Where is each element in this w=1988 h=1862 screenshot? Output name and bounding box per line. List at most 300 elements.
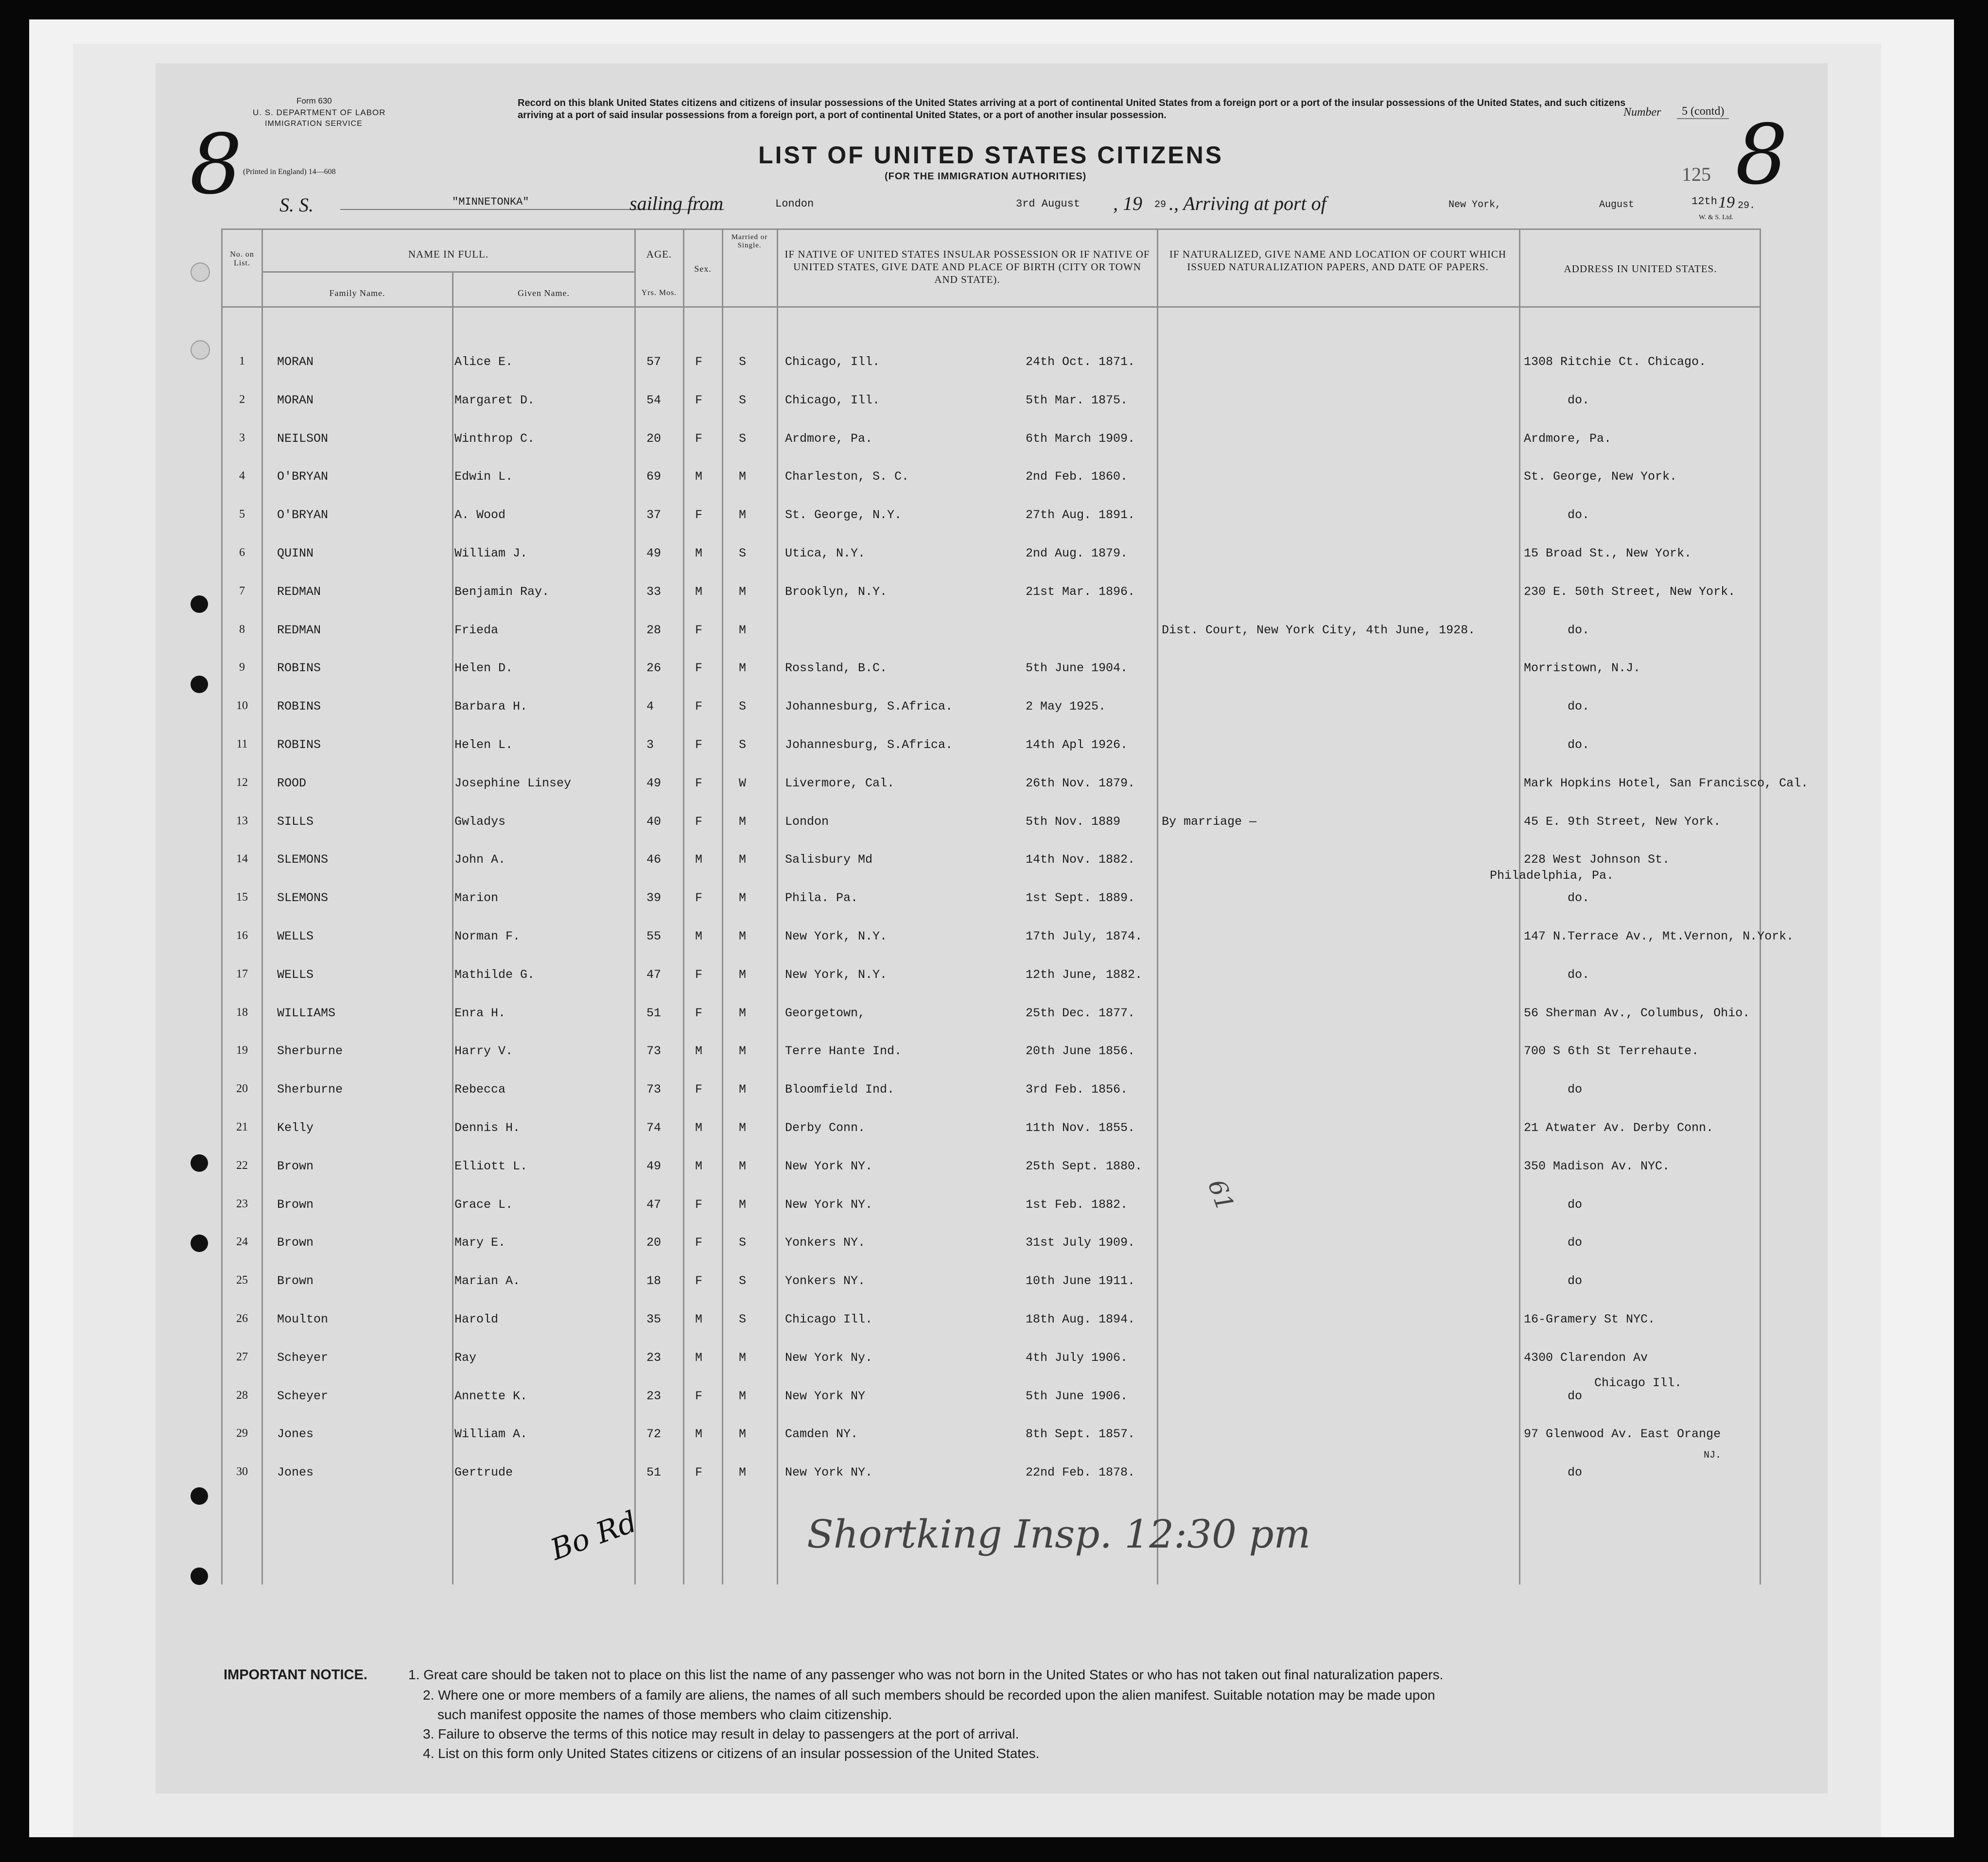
given-name: Mathilde G. <box>454 968 535 982</box>
age: 3 <box>646 738 654 752</box>
age: 49 <box>646 546 662 560</box>
address: do <box>1568 1274 1583 1288</box>
row-number: 26 <box>236 1312 248 1325</box>
family-name: Jones <box>277 1465 314 1479</box>
family-name: Kelly <box>277 1121 314 1135</box>
marital-status: S <box>739 1274 747 1288</box>
birth-date: 2nd Aug. 1879. <box>1026 546 1128 560</box>
row-number: 16 <box>236 929 248 942</box>
marital-status: M <box>739 661 747 675</box>
birth-place: New York, N.Y. <box>785 929 888 943</box>
address: do. <box>1568 699 1590 713</box>
given-name: Helen D. <box>454 661 513 675</box>
row-number: 3 <box>239 432 245 444</box>
family-name: O'BRYAN <box>277 470 329 484</box>
birth-place: Phila. Pa. <box>785 891 858 905</box>
birth-place: Chicago, Ill. <box>785 355 880 369</box>
given-name: Gertrude <box>454 1465 513 1479</box>
age: 23 <box>646 1389 662 1403</box>
address: do. <box>1568 891 1590 905</box>
family-name: Sherburne <box>277 1044 343 1058</box>
row-number: 7 <box>239 585 245 597</box>
family-name: WELLS <box>277 929 314 943</box>
birth-place: Livermore, Cal. <box>785 776 895 790</box>
age: 39 <box>646 891 662 905</box>
age: 72 <box>646 1427 662 1441</box>
age: 73 <box>646 1082 662 1096</box>
birth-date: 22nd Feb. 1878. <box>1026 1465 1135 1479</box>
family-name: Brown <box>277 1236 314 1250</box>
birth-date: 1st Feb. 1882. <box>1026 1198 1128 1212</box>
address: 147 N.Terrace Av., Mt.Vernon, N.York. <box>1524 929 1794 943</box>
row-number: 6 <box>239 546 245 559</box>
given-name: Ray <box>454 1351 477 1365</box>
given-name: Grace L. <box>454 1198 513 1212</box>
family-name: O'BRYAN <box>277 508 329 522</box>
address: do <box>1568 1198 1583 1212</box>
address: St. George, New York. <box>1524 470 1677 484</box>
birth-date: 5th June 1906. <box>1026 1389 1128 1403</box>
birth-place: Rossland, B.C. <box>785 661 888 675</box>
marital-status: M <box>739 815 747 829</box>
arrival-month: August <box>1599 199 1635 210</box>
hand-number-right: 8 <box>1735 107 1788 203</box>
birth-place: St. George, N.Y. <box>785 508 902 522</box>
age: 33 <box>646 585 662 599</box>
marital-status: S <box>739 699 747 713</box>
row-number: 2 <box>239 393 245 406</box>
marital-status: M <box>739 470 747 484</box>
sex: F <box>695 393 703 407</box>
number-value: 5 (contd) <box>1677 105 1729 119</box>
birth-date: 25th Sept. 1880. <box>1026 1159 1143 1173</box>
row-number: 29 <box>236 1427 248 1440</box>
birth-date: 27th Aug. 1891. <box>1026 508 1135 522</box>
given-name: Barbara H. <box>454 699 528 713</box>
sex: M <box>695 853 703 867</box>
family-name: QUINN <box>277 546 314 560</box>
given-name: William J. <box>454 546 528 560</box>
printer-mark: W. & S. Ltd. <box>1699 214 1734 221</box>
header-address: ADDRESS IN UNITED STATES. <box>1564 263 1717 275</box>
marital-status: M <box>739 1006 747 1020</box>
family-name: NEILSON <box>277 432 329 446</box>
age: 4 <box>646 699 654 713</box>
sail-year: 29 <box>1154 199 1167 210</box>
birth-date: 20th June 1856. <box>1026 1044 1135 1058</box>
year-label: , 19 <box>1113 192 1142 214</box>
birth-date: 26th Nov. 1879. <box>1026 776 1135 790</box>
birth-place: Bloomfield Ind. <box>785 1082 895 1096</box>
family-name: WILLIAMS <box>277 1006 336 1020</box>
row-number: 20 <box>236 1082 248 1095</box>
punch-hole <box>191 262 210 282</box>
address: 97 Glenwood Av. East Orange <box>1524 1427 1721 1441</box>
birth-place: Derby Conn. <box>785 1121 866 1135</box>
address: 4300 Clarendon Av <box>1524 1351 1648 1365</box>
sailing-label: sailing from <box>629 192 723 214</box>
age: 73 <box>646 1044 662 1058</box>
header-married: Married or Single. <box>731 233 768 249</box>
sex: F <box>695 1465 703 1479</box>
given-name: A. Wood <box>454 508 506 522</box>
marital-status: M <box>739 1389 747 1403</box>
marital-status: M <box>739 1159 747 1173</box>
family-name: SILLS <box>277 815 314 829</box>
header-given: Given Name. <box>518 288 570 298</box>
header-yrs: Yrs. Mos. <box>641 289 677 297</box>
marital-status: S <box>739 355 747 369</box>
birth-place: New York Ny. <box>785 1351 873 1365</box>
age: 20 <box>646 1236 662 1250</box>
sex: F <box>695 508 703 522</box>
row-number: 30 <box>236 1465 248 1478</box>
punch-hole <box>191 676 208 693</box>
sex: M <box>695 929 703 943</box>
header-naturalized: IF NATURALIZED, GIVE NAME AND LOCATION OF COURT WHICH ISSUED NATURALIZATION PAPERS, AND DATE OF PAPERS. <box>1169 248 1507 273</box>
naturalization: Dist. Court, New York City, 4th June, 1928. <box>1162 623 1476 637</box>
sex: F <box>695 355 703 369</box>
addr-extra-row27: Chicago Ill. <box>1594 1376 1682 1390</box>
birth-date: 25th Dec. 1877. <box>1026 1006 1135 1020</box>
given-name: Helen L. <box>454 738 513 752</box>
header-sex: Sex. <box>694 264 712 274</box>
sex: F <box>695 661 703 675</box>
marital-status: M <box>739 1198 747 1212</box>
sex: F <box>695 1274 703 1288</box>
age: 23 <box>646 1351 662 1365</box>
family-name: Brown <box>277 1159 314 1173</box>
age: 57 <box>646 355 662 369</box>
address: 15 Broad St., New York. <box>1524 546 1692 560</box>
age: 54 <box>646 393 662 407</box>
birth-place: Terre Hante Ind. <box>785 1044 902 1058</box>
family-name: ROBINS <box>277 699 321 713</box>
row-number: 27 <box>236 1351 248 1363</box>
birth-date: 5th Nov. 1889 <box>1026 815 1121 829</box>
header-birth: IF NATIVE OF UNITED STATES INSULAR POSSESSION OR IF NATIVE OF UNITED STATES, GIVE DATE AND PLACE OF BIRTH (CITY OR TOWN AND STATE). <box>785 248 1150 285</box>
address: Morristown, N.J. <box>1524 661 1641 675</box>
form-number: Form 630 <box>296 96 332 105</box>
birth-place: Johannesburg, S.Africa. <box>785 738 953 752</box>
number-label: Number <box>1623 106 1661 119</box>
marital-status: M <box>739 1044 747 1058</box>
given-name: Mary E. <box>454 1236 506 1250</box>
marital-status: M <box>739 1082 747 1096</box>
printed-note: (Printed in England) 14—608 <box>243 168 336 176</box>
sex: F <box>695 1082 703 1096</box>
address: do <box>1568 1082 1583 1096</box>
row-number: 28 <box>236 1389 248 1402</box>
given-name: Rebecca <box>454 1082 506 1096</box>
family-name: Brown <box>277 1274 314 1288</box>
address: 700 S 6th St Terrehaute. <box>1524 1044 1699 1058</box>
sex: F <box>695 1198 703 1212</box>
sex: F <box>695 623 703 637</box>
address: do <box>1568 1236 1583 1250</box>
marital-status: M <box>739 585 747 599</box>
family-name: MORAN <box>277 355 314 369</box>
given-name: Marion <box>454 891 499 905</box>
given-name: Gwladys <box>454 815 506 829</box>
address: do. <box>1568 623 1590 637</box>
marital-status: M <box>739 1121 747 1135</box>
addr-extra-row29: NJ. <box>1704 1450 1722 1461</box>
arrival-year: 29. <box>1738 200 1756 211</box>
sex: F <box>695 1236 703 1250</box>
address: 45 E. 9th Street, New York. <box>1524 815 1721 829</box>
address: 16-Gramery St NYC. <box>1524 1312 1656 1326</box>
arrival-19: 19 <box>1718 193 1735 211</box>
family-name: ROOD <box>277 776 307 790</box>
age: 47 <box>646 1198 662 1212</box>
given-name: John A. <box>454 853 506 867</box>
birth-date: 8th Sept. 1857. <box>1026 1427 1135 1441</box>
marital-status: M <box>739 1427 747 1441</box>
address: 21 Atwater Av. Derby Conn. <box>1524 1121 1714 1135</box>
sex: M <box>695 546 703 560</box>
marital-status: M <box>739 1465 747 1479</box>
sex: F <box>695 738 703 752</box>
age: 49 <box>646 1159 662 1173</box>
marital-status: M <box>739 968 747 982</box>
birth-place: New York, N.Y. <box>785 968 888 982</box>
birth-date: 31st July 1909. <box>1026 1236 1135 1250</box>
sex: F <box>695 699 703 713</box>
header-name: NAME IN FULL. <box>408 248 489 260</box>
age: 46 <box>646 853 662 867</box>
address: do. <box>1568 393 1590 407</box>
arriving-label: ., Arriving at port of <box>1169 192 1326 214</box>
row-number: 11 <box>236 738 248 750</box>
address: 56 Sherman Av., Columbus, Ohio. <box>1524 1006 1750 1020</box>
ship-name: "MINNETONKA" <box>452 196 529 208</box>
birth-place: Charleston, S. C. <box>785 470 909 484</box>
row-number: 13 <box>236 815 248 827</box>
marital-status: M <box>739 508 747 522</box>
address: 350 Madison Av. NYC. <box>1524 1159 1670 1173</box>
age: 74 <box>646 1121 662 1135</box>
age: 51 <box>646 1465 662 1479</box>
marital-status: S <box>739 1236 747 1250</box>
address: do. <box>1568 738 1590 752</box>
sex: M <box>695 1121 703 1135</box>
marital-status: S <box>739 546 747 560</box>
family-name: ROBINS <box>277 738 321 752</box>
row-number: 8 <box>239 623 245 636</box>
age: 26 <box>646 661 662 675</box>
family-name: MORAN <box>277 393 314 407</box>
age: 49 <box>646 776 662 790</box>
given-name: Marian A. <box>454 1274 521 1288</box>
stamp-number: 125 <box>1682 163 1711 185</box>
marital-status: W <box>739 776 747 790</box>
birth-place: Ardmore, Pa. <box>785 432 873 446</box>
row-number: 19 <box>236 1044 248 1057</box>
age: 51 <box>646 1006 662 1020</box>
header-no: No. on List. <box>230 250 254 267</box>
birth-date: 5th June 1904. <box>1026 661 1128 675</box>
birth-date: 21st Mar. 1896. <box>1026 585 1135 599</box>
address: 1308 Ritchie Ct. Chicago. <box>1524 355 1707 369</box>
family-name: Scheyer <box>277 1351 329 1365</box>
birth-date: 3rd Feb. 1856. <box>1026 1082 1128 1096</box>
arrival-port: New York, <box>1448 199 1501 210</box>
table-top-rule <box>221 228 1760 230</box>
sex: M <box>695 1312 703 1326</box>
address: do. <box>1568 508 1590 522</box>
row-number: 15 <box>236 891 248 904</box>
sex: M <box>695 1351 703 1365</box>
row-number: 18 <box>236 1006 248 1019</box>
address: Ardmore, Pa. <box>1524 432 1612 446</box>
sex: F <box>695 1389 703 1403</box>
row-number: 5 <box>239 508 245 521</box>
marital-status: S <box>739 738 747 752</box>
age: 18 <box>646 1274 662 1288</box>
given-name: Josephine Linsey <box>454 776 572 790</box>
sex: M <box>695 1159 703 1173</box>
birth-date: 6th March 1909. <box>1026 432 1135 446</box>
birth-date: 18th Aug. 1894. <box>1026 1312 1135 1326</box>
birth-date: 24th Oct. 1871. <box>1026 355 1135 369</box>
given-name: Alice E. <box>454 355 513 369</box>
birth-place: Utica, N.Y. <box>785 546 866 560</box>
sex: M <box>695 470 703 484</box>
given-name: Benjamin Ray. <box>454 585 550 599</box>
given-name: Dennis H. <box>454 1121 521 1135</box>
row-number: 24 <box>236 1236 248 1248</box>
birth-place: Yonkers NY. <box>785 1236 866 1250</box>
arrival-day: 12th <box>1692 195 1717 208</box>
margin-note: Bo Rd <box>546 1504 642 1567</box>
family-name: Jones <box>277 1427 314 1441</box>
intro-text: Record on this blank United States citizens and citizens of insular possessions of the United States arriving at a port of continental United States from a foreign port or a port of the insular possessions of the United States, and such citizens arriving at a port of said insular possessions from a foreign port, a port of continental United States, or a port of another insular possession. <box>518 98 1626 121</box>
given-name: Margaret D. <box>454 393 535 407</box>
age: 55 <box>646 929 662 943</box>
punch-hole <box>191 1567 208 1585</box>
given-name: Annette K. <box>454 1389 528 1403</box>
age: 69 <box>646 470 662 484</box>
hand-number-left: 8 <box>190 117 243 213</box>
row-number: 22 <box>236 1159 248 1172</box>
birth-date: 2nd Feb. 1860. <box>1026 470 1128 484</box>
birth-place: Johannesburg, S.Africa. <box>785 699 953 713</box>
address: do. <box>1568 968 1590 982</box>
row-number: 21 <box>236 1121 248 1133</box>
sail-date: 3rd August <box>1016 198 1081 210</box>
sex: M <box>695 1044 703 1058</box>
address: 230 E. 50th Street, New York. <box>1524 585 1736 599</box>
marital-status: S <box>739 432 747 446</box>
notice-item-1: 1. Great care should be taken not to place on this list the name of any passenger who was not born in the United States or who has not taken out final naturalization papers. <box>408 1667 1444 1682</box>
given-name: Frieda <box>454 623 499 637</box>
notice-item-3: 3. Failure to observe the terms of this notice may result in delay to passengers at the port of arrival. <box>423 1726 1019 1741</box>
row-number: 23 <box>236 1198 248 1210</box>
birth-place: New York NY <box>785 1389 866 1403</box>
family-name: REDMAN <box>277 585 321 599</box>
marital-status: S <box>739 393 747 407</box>
notice-item-2: 2. Where one or more members of a family are aliens, the names of all such members should be recorded upon the alien manifest. Suitable notation may be made upon <box>423 1688 1435 1703</box>
row-number: 14 <box>236 853 248 865</box>
age: 37 <box>646 508 662 522</box>
birth-date: 10th June 1911. <box>1026 1274 1135 1288</box>
birth-date: 1st Sept. 1889. <box>1026 891 1135 905</box>
given-name: Harold <box>454 1312 499 1326</box>
family-name: SLEMONS <box>277 853 329 867</box>
punch-hole <box>191 340 210 360</box>
service: IMMIGRATION SERVICE <box>265 120 363 128</box>
manifest-sheet <box>156 63 1828 1793</box>
notice-label: IMPORTANT NOTICE. <box>224 1667 367 1683</box>
birth-date: 2 May 1925. <box>1026 699 1106 713</box>
age: 40 <box>646 815 662 829</box>
notice-item-4: 4. List on this form only United States citizens or citizens of an insular possession of the United States. <box>423 1746 1040 1761</box>
given-name: Harry V. <box>454 1044 513 1058</box>
naturalization: By marriage — <box>1162 815 1257 829</box>
row-number: 4 <box>239 470 245 482</box>
birth-place: New York NY. <box>785 1465 873 1479</box>
inspector-signature: Shortking Insp. 12:30 pm <box>807 1512 1311 1557</box>
birth-date: 11th Nov. 1855. <box>1026 1121 1135 1135</box>
birth-date: 14th Apl 1926. <box>1026 738 1128 752</box>
sex: F <box>695 1006 703 1020</box>
address: 228 West Johnson St. <box>1524 853 1670 867</box>
punch-hole <box>191 1154 208 1172</box>
birth-date: 17th July, 1874. <box>1026 929 1143 943</box>
department: U. S. DEPARTMENT OF LABOR <box>253 108 386 117</box>
marital-status: M <box>739 891 747 905</box>
birth-place: Georgetown, <box>785 1006 866 1020</box>
birth-date: 4th July 1906. <box>1026 1351 1128 1365</box>
birth-place: Brooklyn, N.Y. <box>785 585 888 599</box>
birth-place: London <box>785 815 829 829</box>
address: do <box>1568 1465 1583 1479</box>
row-number: 10 <box>236 699 248 712</box>
sex: F <box>695 776 703 790</box>
sex: F <box>695 815 703 829</box>
birth-place: Salisbury Md <box>785 853 873 867</box>
sex: M <box>695 585 703 599</box>
family-name: SLEMONS <box>277 891 329 905</box>
given-name: Edwin L. <box>454 470 513 484</box>
row-number: 9 <box>239 661 245 674</box>
punch-hole <box>191 1487 208 1505</box>
given-name: Enra H. <box>454 1006 506 1020</box>
family-name: Scheyer <box>277 1389 329 1403</box>
address: do <box>1568 1389 1583 1403</box>
marital-status: M <box>739 853 747 867</box>
row-number: 1 <box>239 355 245 367</box>
birth-place: Yonkers NY. <box>785 1274 866 1288</box>
marital-status: M <box>739 929 747 943</box>
marital-status: M <box>739 1351 747 1365</box>
given-name: Elliott L. <box>454 1159 528 1173</box>
family-name: Moulton <box>277 1312 329 1326</box>
stray-mark: 61 <box>1202 1176 1239 1215</box>
birth-place: Camden NY. <box>785 1427 858 1441</box>
page-subtitle: (FOR THE IMMIGRATION AUTHORITIES) <box>885 171 1087 182</box>
age: 20 <box>646 432 662 446</box>
row-number: 12 <box>236 776 248 789</box>
birth-date: 14th Nov. 1882. <box>1026 853 1135 867</box>
age: 35 <box>646 1312 662 1326</box>
sex: F <box>695 432 703 446</box>
given-name: William A. <box>454 1427 528 1441</box>
header-family: Family Name. <box>329 288 385 298</box>
family-name: Sherburne <box>277 1082 343 1096</box>
marital-status: S <box>739 1312 747 1326</box>
